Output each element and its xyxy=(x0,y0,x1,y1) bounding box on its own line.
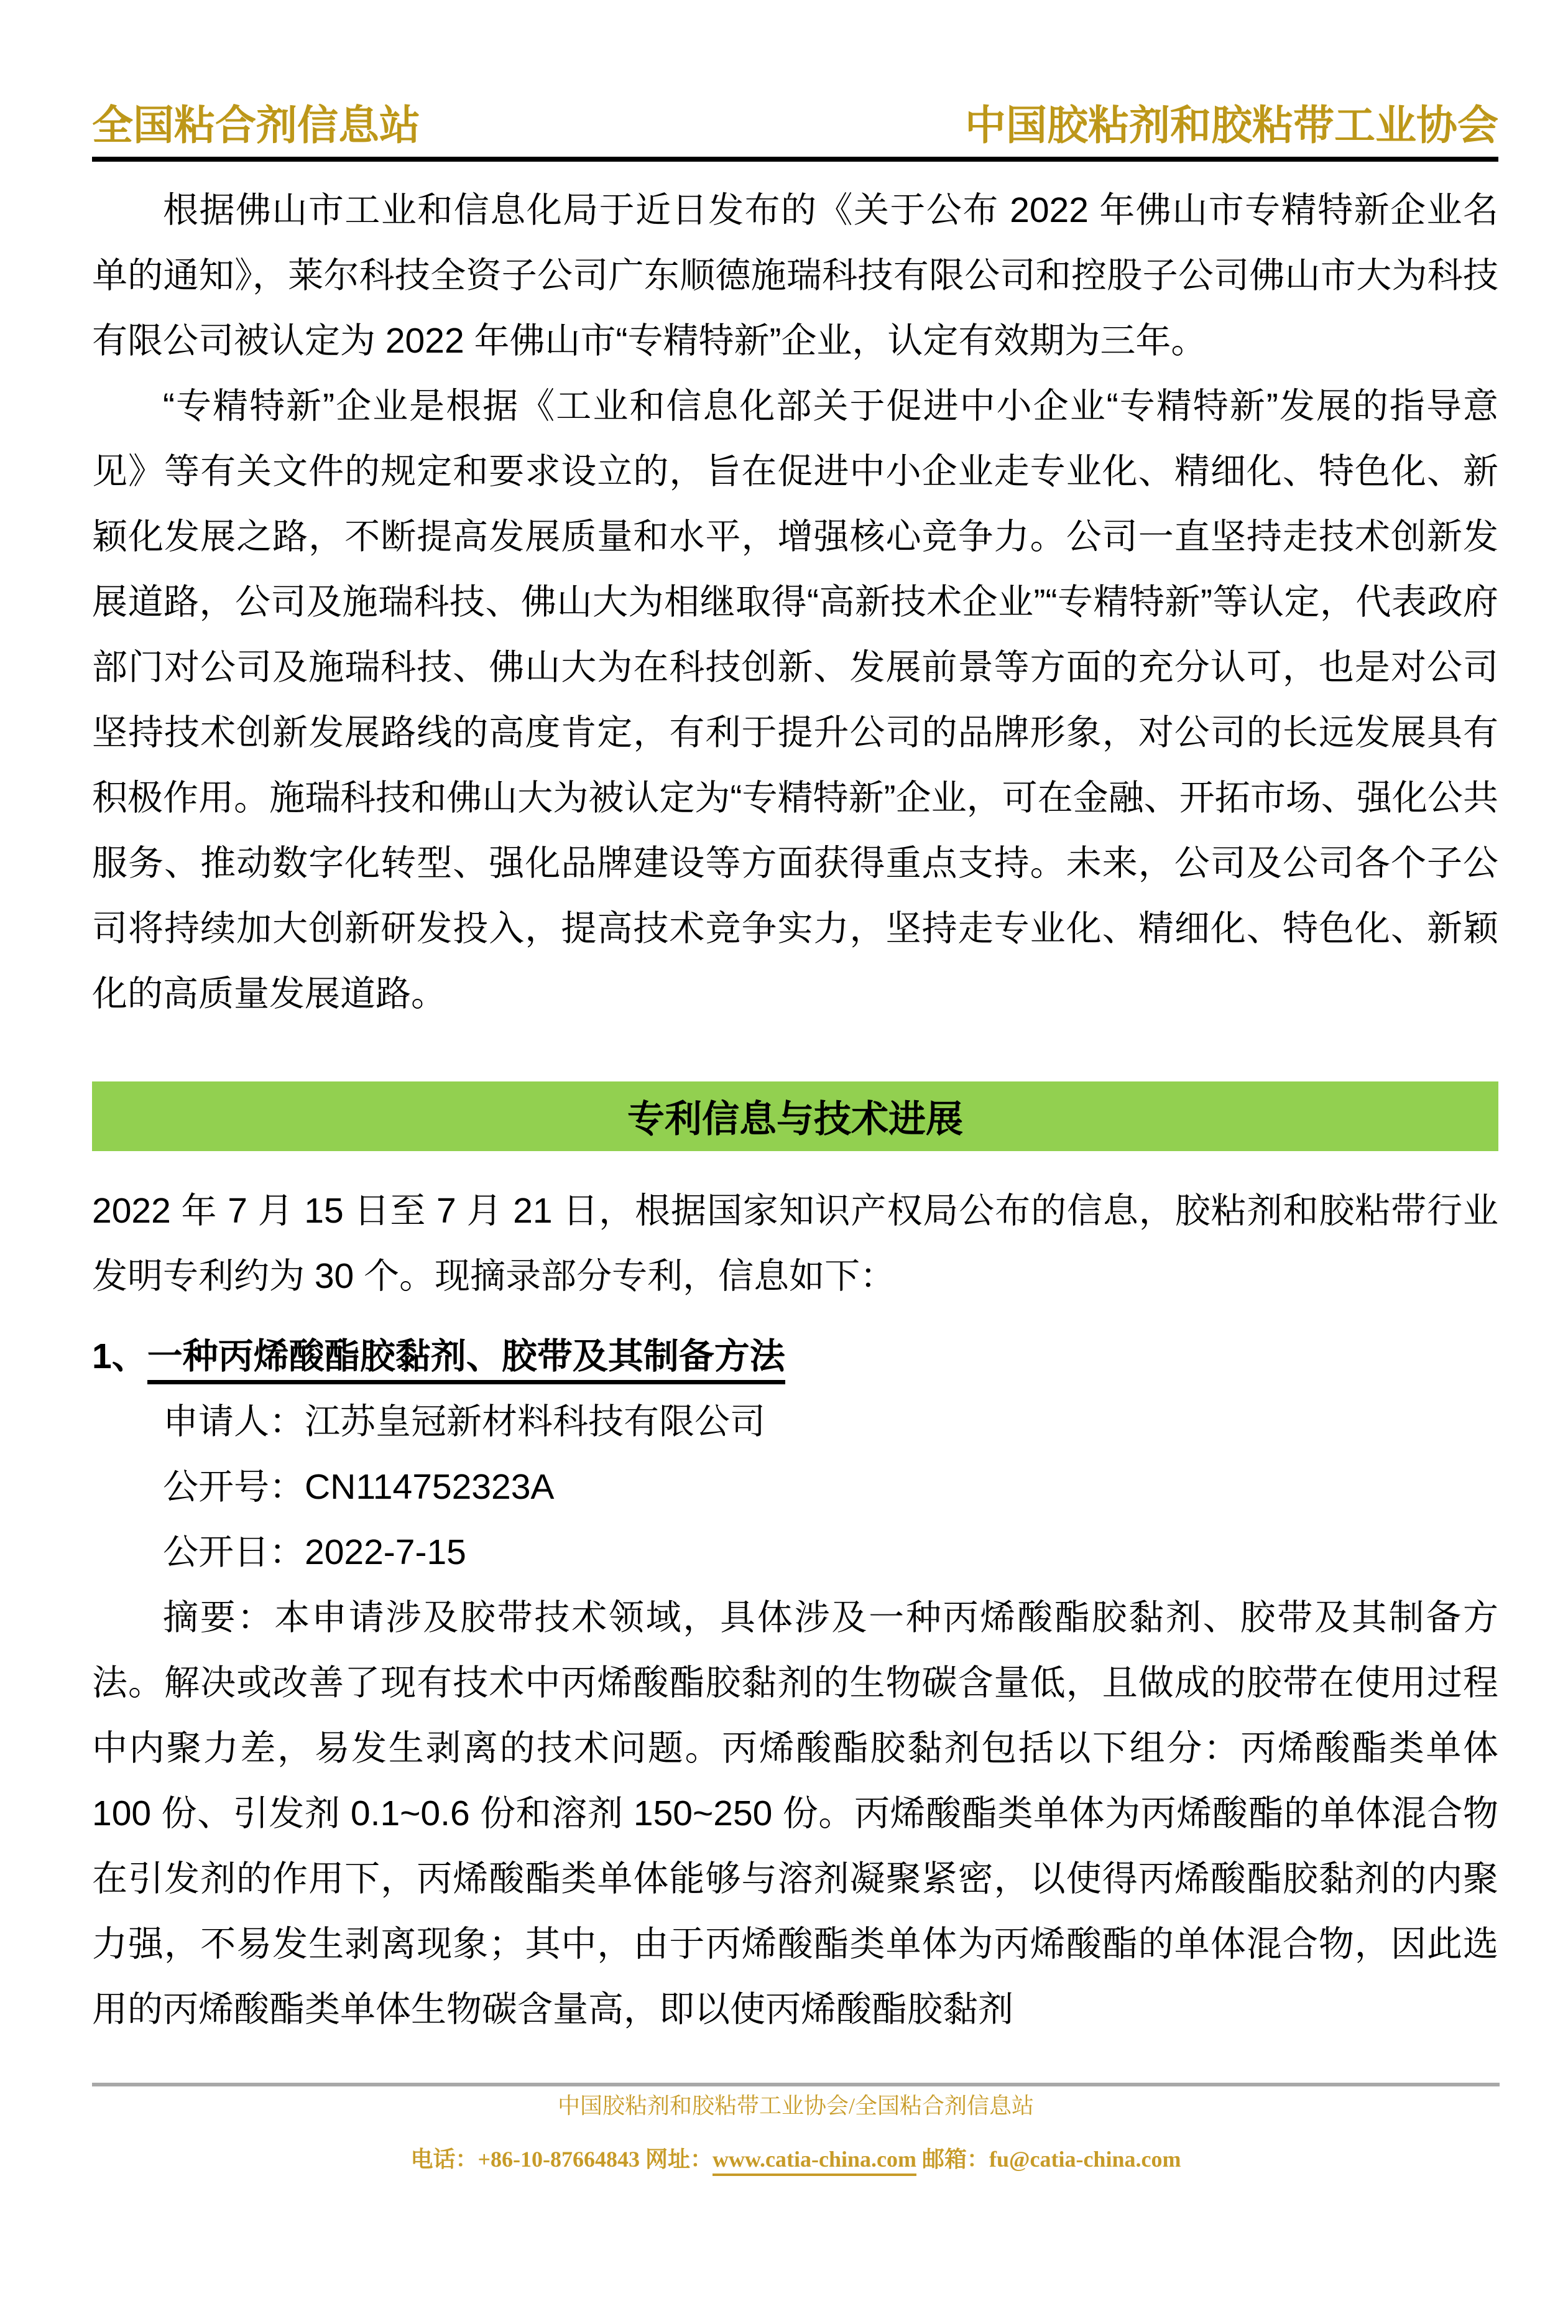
publication-date-value: 2022-7-15 xyxy=(305,1532,466,1572)
patent-1-publication-date-row xyxy=(92,1520,1498,1585)
header-right-title: 中国胶粘剂和胶粘带工业协会 xyxy=(965,103,1498,149)
footer-divider xyxy=(92,2083,1500,2086)
patent-1-applicant-row xyxy=(92,1389,1498,1455)
patent-1-number: 1、 xyxy=(92,1336,147,1376)
patent-1-title: 一种丙烯酸酯胶黏剂、胶带及其制备方法 xyxy=(147,1336,785,1384)
footer-contact-line xyxy=(92,2147,1500,2172)
publication-number-value: CN114752323A xyxy=(305,1467,555,1507)
publication-date-label: 公开日： xyxy=(163,1532,305,1572)
news-paragraph-2: “专精特新”企业是根据《工业和信息化部关于促进中小企业“专精特新”发展的指导意见》等有关文件的规定和要求设立的，旨在促进中小企业走专业化、精细化、特色化、新颖化发展之路，不断提高发展质量和水平，增强核心竞争力。公司一直坚持走技术创新发展道路，公司及施瑞科技、佛山大为相继取得“高新技术企业”“专精特新”等认定，代表政府部门对公司及施瑞科技、佛山大为在科技创新、发展前景等方面的充分认可，也是对公司坚持技术创新发展路线的高度肯定，有利于提升公司的品牌形象，对公司的长远发展具有积极作用。施瑞科技和佛山大为被认定为“专精特新”企业，可在金融、开拓市场、强化公共服务、推动数字化转型、强化品牌建设等方面获得重点支持。未来，公司及公司各个子公司将持续加大创新研发投入，提高技术竞争实力，坚持走专业化、精细化、特色化、新颖化的高质量发展道路。 xyxy=(92,386,1498,1014)
footer-email: 邮箱：fu@catia-china.com xyxy=(916,2146,1181,2172)
section-banner-title: 专利信息与技术进展 xyxy=(627,1098,963,1140)
header-left-title: 全国粘合剂信息站 xyxy=(92,103,420,149)
news-paragraph-1: 根据佛山市工业和信息化局于近日发布的《关于公布 2022 年佛山市专精特新企业名单的通知》，莱尔科技全资子公司广东顺德施瑞科技有限公司和控股子公司佛山市大为科技有限公司被认定为 2022 年佛山市“专精特新”企业，认定有效期为三年。 xyxy=(92,190,1498,361)
footer-phone-web-label: 电话：+86-10-87664843 网址： xyxy=(410,2146,713,2172)
applicant-value: 江苏皇冠新材料科技有限公司 xyxy=(305,1402,765,1442)
page-footer xyxy=(92,2083,1500,2172)
publication-number-label: 公开号： xyxy=(163,1467,305,1507)
footer-website-link[interactable]: www.catia-china.com xyxy=(713,2147,916,2176)
section-banner xyxy=(92,1081,1498,1151)
page-header xyxy=(92,103,1498,162)
patent-intro-paragraph: 2022 年 7 月 15 日至 7 月 21 日，根据国家知识产权局公布的信息，胶粘剂和胶粘带行业发明专利约为 30 个。现摘录部分专利，信息如下： xyxy=(92,1191,1498,1296)
patent-1-heading xyxy=(92,1324,1498,1389)
newsletter-page xyxy=(0,103,1568,2042)
patent-1-publication-number-row xyxy=(92,1455,1498,1520)
applicant-label: 申请人： xyxy=(163,1402,305,1442)
footer-organization-line: 中国胶粘剂和胶粘带工业协会/全国粘合剂信息站 xyxy=(557,2093,1034,2118)
patent-1-abstract: 摘要：本申请涉及胶带技术领域，具体涉及一种丙烯酸酯胶黏剂、胶带及其制备方法。解决或改善了现有技术中丙烯酸酯胶黏剂的生物碳含量低，且做成的胶带在使用过程中内聚力差，易发生剥离的技术问题。丙烯酸酯胶黏剂包括以下组分：丙烯酸酯类单体 100 份、引发剂 0.1~0.6 份和溶剂 150~250 份。丙烯酸酯类单体为丙烯酸酯的单体混合物在引发剂的作用下，丙烯酸酯类单体能够与溶剂凝聚紧密，以使得丙烯酸酯胶黏剂的内聚力强，不易发生剥离现象；其中，由于丙烯酸酯类单体为丙烯酸酯的单体混合物，因此选用的丙烯酸酯类单体生物碳含量高，即以使丙烯酸酯胶黏剂 xyxy=(92,1598,1498,2029)
